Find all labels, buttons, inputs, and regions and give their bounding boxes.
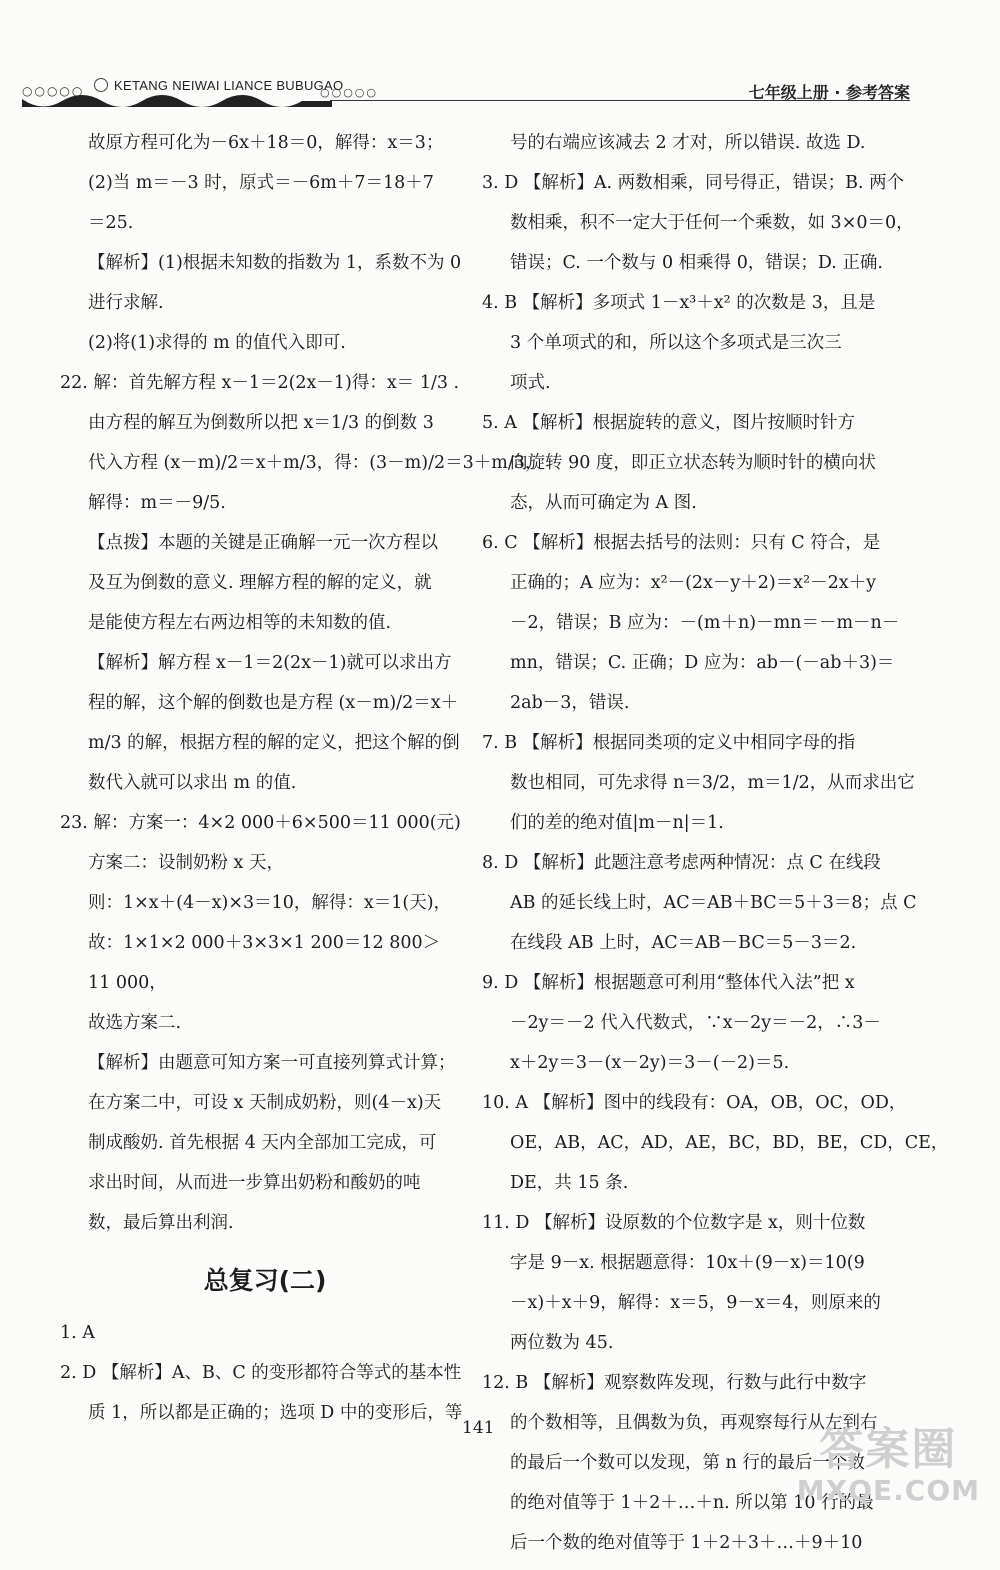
text-line: －x)＋x＋9，解得：x＝5，9－x＝4，则原来的 [510,1293,881,1313]
text-line: －2，错误；B 应为：－(m＋n)－mn＝－m－n－ [510,613,900,633]
text-line: 10. A 【解析】图中的线段有：OA，OB，OC，OD， [482,1093,907,1113]
watermark-url: MXQE.COM [796,1474,980,1507]
text-line: 质 1，所以都是正确的；选项 D 中的变形后，等 [88,1403,463,1423]
text-line: (2)将(1)求得的 m 的值代入即可. [88,333,346,353]
right-column [482,130,949,1570]
text-line: 故选方案二. [88,1013,182,1033]
text-line: 数代入就可以求出 m 的值. [88,773,297,793]
text-line: 向旋转 90 度，即正立状态转为顺时针的横向状 [510,453,876,473]
text-line: 【解析】解方程 x－1＝2(2x－1)就可以求出方 [88,653,452,673]
brand-text: KETANG NEIWAI LIANCE BUBUGAO [114,78,344,93]
text-line: 3 个单项式的和，所以这个多项式是三次三 [510,333,842,353]
text-line: 则：1×x＋(4－x)×3＝10，解得：x＝1(天)， [88,893,452,913]
text-line: 程的解，这个解的倒数也是方程 (x－m)/2＝x＋ [88,693,459,713]
text-line: 故原方程可化为－6x＋18＝0，解得：x＝3； [88,133,444,153]
text-line: ＝25. [88,213,134,233]
text-line: 及互为倒数的意义. 理解方程的解的定义，就 [88,573,432,593]
text-line: 制成酸奶. 首先根据 4 天内全部加工完成，可 [88,1133,437,1153]
header-brand [94,78,343,93]
page-header [22,62,910,122]
text-line: 项式. [510,373,551,393]
text-line: OE，AB，AC，AD，AE，BC，BD，BE，CD，CE， [510,1133,949,1153]
header-dots-2: ○○○○○ [320,86,378,99]
text-line: 正确的；A 应为：x²－(2x－y＋2)＝x²－2x＋y [510,573,877,593]
brand-logo-icon [94,78,108,92]
text-line: x＋2y＝3－(x－2y)＝3－(－2)＝5. [510,1053,790,1073]
text-line: 的最后一个数可以发现，第 n 行的最后一个数 [510,1453,865,1473]
text-line: 在方案二中，可设 x 天制成奶粉，则(4－x)天 [88,1093,442,1113]
text-line: 7. B 【解析】根据同类项的定义中相同字母的指 [482,733,856,753]
text-line: 【解析】(1)根据未知数的指数为 1，系数不为 0 [88,253,462,273]
text-line: 由方程的解互为倒数所以把 x＝1/3 的倒数 3 [88,413,434,433]
text-line: 态，从而可确定为 A 图. [510,493,697,513]
text-line: 8. D 【解析】此题注意考虑两种情况：点 C 在线段 [482,853,881,873]
text-line: 号的右端应该减去 2 才对，所以错误. 故选 D. [510,133,866,153]
text-line: 【解析】由题意可知方案一可直接列算式计算； [88,1053,456,1073]
text-line: mn，错误；C. 正确；D 应为：ab－(－ab＋3)＝ [510,653,895,673]
text-line: 故：1×1×2 000＋3×3×1 200＝12 800＞ [88,933,441,953]
text-line: 解得：m＝－9/5. [88,493,226,513]
text-line: 是能使方程左右两边相等的未知数的值. [88,613,392,633]
text-line: 6. C 【解析】根据去括号的法则：只有 C 符合，是 [482,533,881,553]
text-line: 5. A 【解析】根据旋转的意义，图片按顺时针方 [482,413,855,433]
text-line: 方案二：设制奶粉 x 天， [88,853,284,873]
text-line: 在线段 AB 上时，AC＝AB－BC＝5－3＝2. [510,933,857,953]
text-line: 11 000， [88,973,167,993]
section-title: 总复习(二) [203,1266,327,1295]
text-line: DE，共 15 条. [510,1173,629,1193]
watermark [797,1426,980,1507]
text-line: 4. B 【解析】多项式 1－x³＋x² 的次数是 3，且是 [482,293,876,313]
text-line: 11. D 【解析】设原数的个位数字是 x，则十位数 [482,1213,866,1233]
text-line: m/3 的解，根据方程的解的定义，把这个解的倒 [88,733,460,753]
text-line: 9. D 【解析】根据题意可利用“整体代入法”把 x [482,973,855,993]
watermark-logo-text: 答案圈 [819,1424,958,1475]
text-line: 数也相同，可先求得 n＝3/2，m＝1/2，从而求出它 [510,773,915,793]
header-rule [330,100,910,101]
text-line: 的绝对值等于 1＋2＋…＋n. 所以第 10 行的最 [510,1493,874,1513]
text-line: 2ab－3，错误. [510,693,630,713]
page-number: 141 [462,1418,495,1438]
header-dots: ○○○○○ [22,84,85,98]
text-line: 们的差的绝对值|m－n|＝1. [510,813,724,833]
text-line: 23. 解：方案一：4×2 000＋6×500＝11 000(元) [60,813,461,833]
header-wave-decoration [22,95,332,113]
text-line: 字是 9－x. 根据题意得：10x＋(9－x)＝10(9 [510,1253,865,1273]
text-line: 代入方程 (x－m)/2＝x＋m/3，得：(3－m)/2＝3＋m/3， [88,453,543,473]
header-title: 七年级上册 · 参考答案 [748,83,910,102]
text-line: 两位数为 45. [510,1333,614,1353]
text-line: 1. A [60,1323,95,1343]
text-line: 错误；C. 一个数与 0 相乘得 0，错误；D. 正确. [510,253,883,273]
text-line: (2)当 m＝－3 时，原式＝－6m＋7＝18＋7 [88,173,434,193]
text-line: 后一个数的绝对值等于 1＋2＋3＋…＋9＋10 [510,1533,863,1553]
text-line: 22. 解：首先解方程 x－1＝2(2x－1)得：x＝ 1/3 . [60,373,460,393]
text-line: 的个数相等，且偶数为负，再观察每行从左到右 [510,1413,878,1433]
text-line: 进行求解. [88,293,164,313]
text-line: 求出时间，从而进一步算出奶粉和酸奶的吨 [88,1173,421,1193]
text-line: AB 的延长线上时，AC＝AB＋BC＝5＋3＝8；点 C [510,893,917,913]
text-line: 12. B 【解析】观察数阵发现，行数与此行中数字 [482,1373,867,1393]
text-line: 数相乘，积不一定大于任何一个乘数，如 3×0＝0， [510,213,914,233]
text-line: －2y＝－2 代入代数式，∵x－2y＝－2，∴3－ [510,1013,881,1033]
text-line: 数，最后算出利润. [88,1213,234,1233]
text-line: 2. D 【解析】A、B、C 的变形都符合等式的基本性 [60,1363,462,1383]
text-line: 3. D 【解析】A. 两数相乘，同号得正，错误；B. 两个 [482,173,905,193]
text-line: 【点拨】本题的关键是正确解一元一次方程以 [88,533,438,553]
